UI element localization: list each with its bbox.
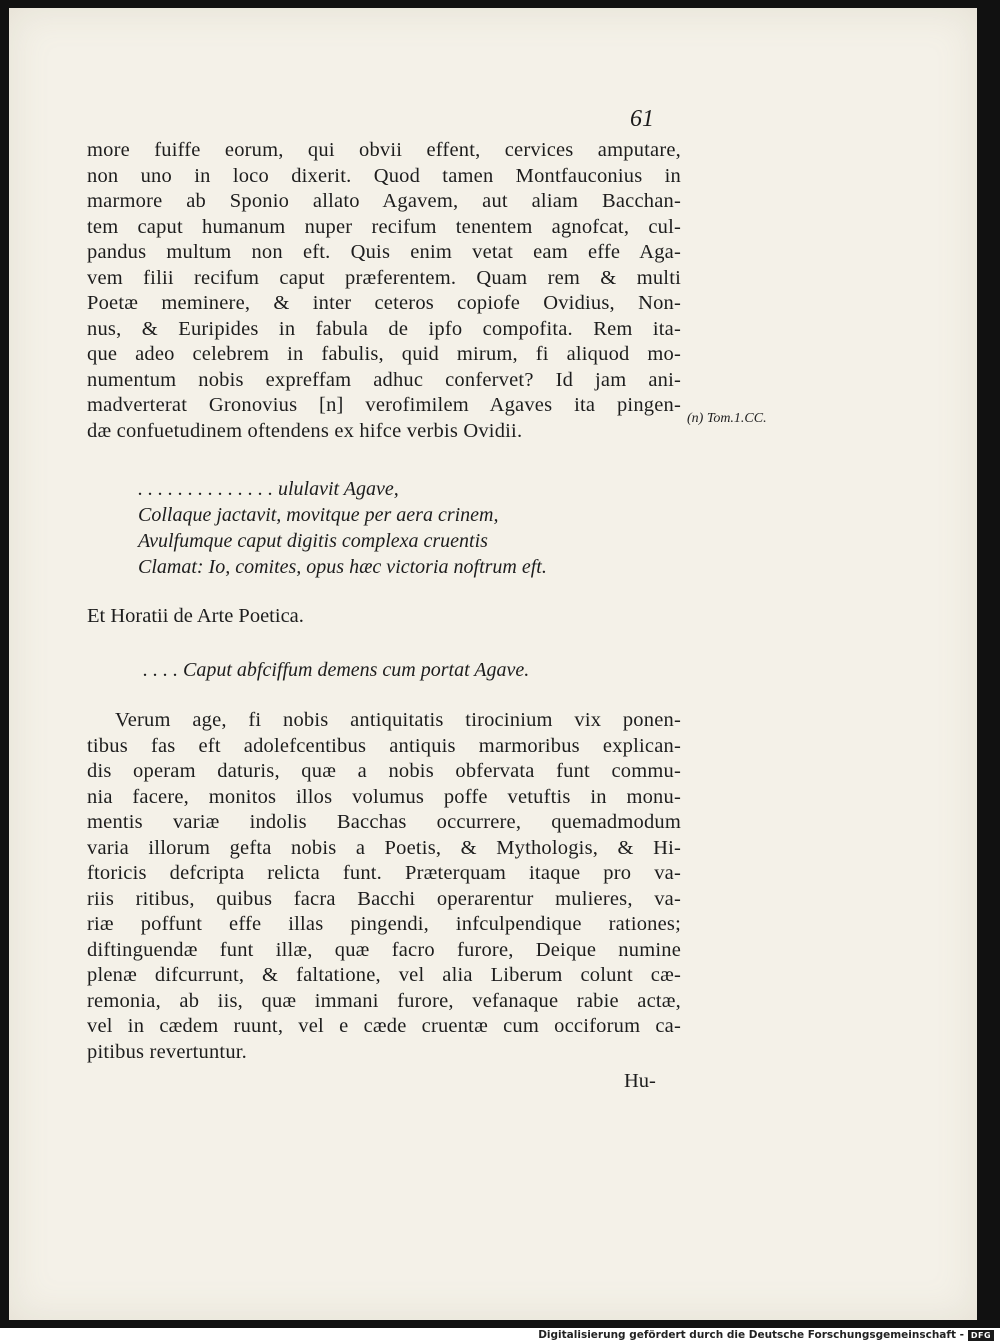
dfg-logo-icon[interactable]: DFG (968, 1330, 994, 1341)
text-line: diftinguendæ funt illæ, quæ facro furore, Deique numine (87, 938, 681, 961)
text-line: remonia, ab iis, quæ immani furore, vefanaque rabie actæ, (87, 989, 681, 1012)
text-line: varia illorum gefta nobis a Poetis, & Mythologis, & Hi- (87, 836, 681, 859)
text-line: non uno in loco dixerit. Quod tamen Montfauconius in (87, 164, 681, 187)
text-line: more fuiffe eorum, qui obvii effent, cervices amputare, (87, 139, 681, 161)
text-line: Verum age, fi nobis antiquitatis tirocinium vix ponen- (115, 709, 681, 731)
text-line: madverterat Gronovius [n] verofimilem Agaves ita pingen- (87, 394, 681, 416)
text-line: dis operam daturis, quæ a nobis obfervata funt commu- (87, 760, 681, 782)
text-line: vem filii recifum caput præferentem. Quam rem & multi (87, 266, 681, 289)
horace-quote: . . . . Caput abfciffum demens cum portat Agave. (143, 659, 530, 681)
text-line: pitibus revertuntur. (87, 1040, 248, 1063)
horace-intro: Et Horatii de Arte Poetica. (87, 605, 304, 627)
text-line: tibus fas eft adolefcentibus antiquis marmoribus explican- (87, 734, 681, 757)
paragraph-1 (87, 138, 681, 444)
text-line: pandus multum non eft. Quis enim vetat eam effe Aga- (87, 241, 681, 263)
text-line: nus, & Euripides in fabula de ipfo compofita. Rem ita- (87, 317, 681, 340)
text-line: que adeo celebrem in fabulis, quid mirum, fi aliquod mo- (87, 343, 681, 365)
text-line: tem caput humanum nuper recifum tenentem agnofcat, cul- (87, 215, 681, 238)
ovid-verse (138, 476, 698, 580)
paragraph-2 (87, 708, 681, 1065)
text-line: plenæ difcurrunt, & faltatione, vel alia Liberum colunt cæ- (87, 964, 681, 986)
text-line: ftoricis defcripta relicta funt. Præterquam itaque pro va- (87, 862, 681, 884)
text-line: mentis variæ indolis Bacchas occurrere, quemadmodum (87, 811, 681, 833)
text-line: nia facere, monitos illos volumus poffe vetuftis in monu- (87, 785, 681, 808)
footer-credit: Digitalisierung gefördert durch die Deutsche Forschungsgemeinschaft - (538, 1329, 964, 1341)
margin-note: (n) Tom.1.CC. (687, 411, 767, 426)
verse-line: . . . . . . . . . . . . . . ululavit Agave, (138, 478, 399, 500)
page-number: 61 (630, 106, 654, 132)
verse-line: Clamat: Io, comites, opus hæc victoria noftrum eft. (138, 556, 547, 578)
catchword: Hu- (624, 1070, 656, 1092)
verse-line: Collaque jactavit, movitque per aera crinem, (138, 504, 499, 526)
text-line: numentum nobis expreffam adhuc confervet? Id jam ani- (87, 368, 681, 391)
verse-line: Avulfumque caput digitis complexa cruentis (138, 530, 488, 552)
text-line: vel in cædem ruunt, vel e cæde cruentæ cum occiforum ca- (87, 1015, 681, 1037)
text-line: riæ poffunt effe illas pingendi, infculpendique rationes; (87, 913, 681, 935)
text-line: dæ confuetudinem oftendens ex hifce verbis Ovidii. (87, 419, 523, 442)
text-line: Poetæ meminere, & inter ceteros copiofe Ovidius, Non- (87, 292, 681, 314)
text-line: riis ritibus, quibus facra Bacchi operarentur mulieres, va- (87, 887, 681, 910)
text-line: marmore ab Sponio allato Agavem, aut aliam Bacchan- (87, 190, 681, 212)
